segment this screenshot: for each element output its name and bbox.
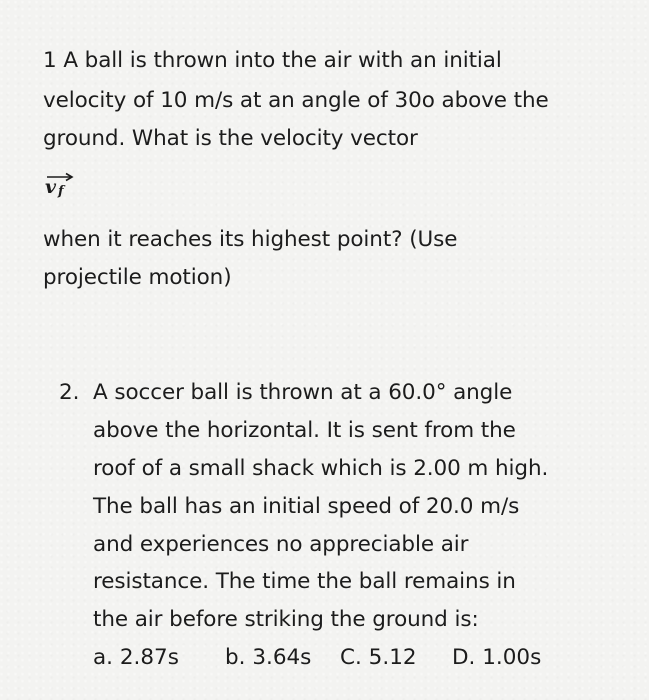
velocity-vector-symbol (45, 170, 85, 210)
q2-line-6: resistance. The time the ball remains in (93, 569, 516, 594)
choice-b: b. 3.64s (225, 645, 312, 670)
q1-line-1: 1 A ball is thrown into the air with an initial (43, 48, 502, 73)
q1-line-2: velocity of 10 m/s at an angle of 30o above the (43, 88, 549, 113)
q2-number: 2. (59, 380, 80, 405)
q2-line-3: roof of a small shack which is 2.00 m high. (93, 456, 549, 481)
choice-d: D. 1.00s (452, 645, 542, 670)
vector-letter: v (45, 176, 57, 198)
q1-line-5: projectile motion) (43, 265, 232, 290)
vector-subscript: f (58, 184, 64, 199)
q2-line-4: The ball has an initial speed of 20.0 m/s (93, 494, 520, 519)
choice-c: C. 5.12 (340, 645, 417, 670)
q2-line-2: above the horizontal. It is sent from the (93, 418, 516, 443)
q2-line-7: the air before striking the ground is: (93, 607, 479, 632)
q1-line-4: when it reaches its highest point? (Use (43, 227, 458, 252)
q1-line-3: ground. What is the velocity vector (43, 126, 418, 151)
q2-line-5: and experiences no appreciable air (93, 532, 469, 557)
choice-a: a. 2.87s (93, 645, 179, 670)
q2-line-1: A soccer ball is thrown at a 60.0° angle (93, 380, 513, 405)
